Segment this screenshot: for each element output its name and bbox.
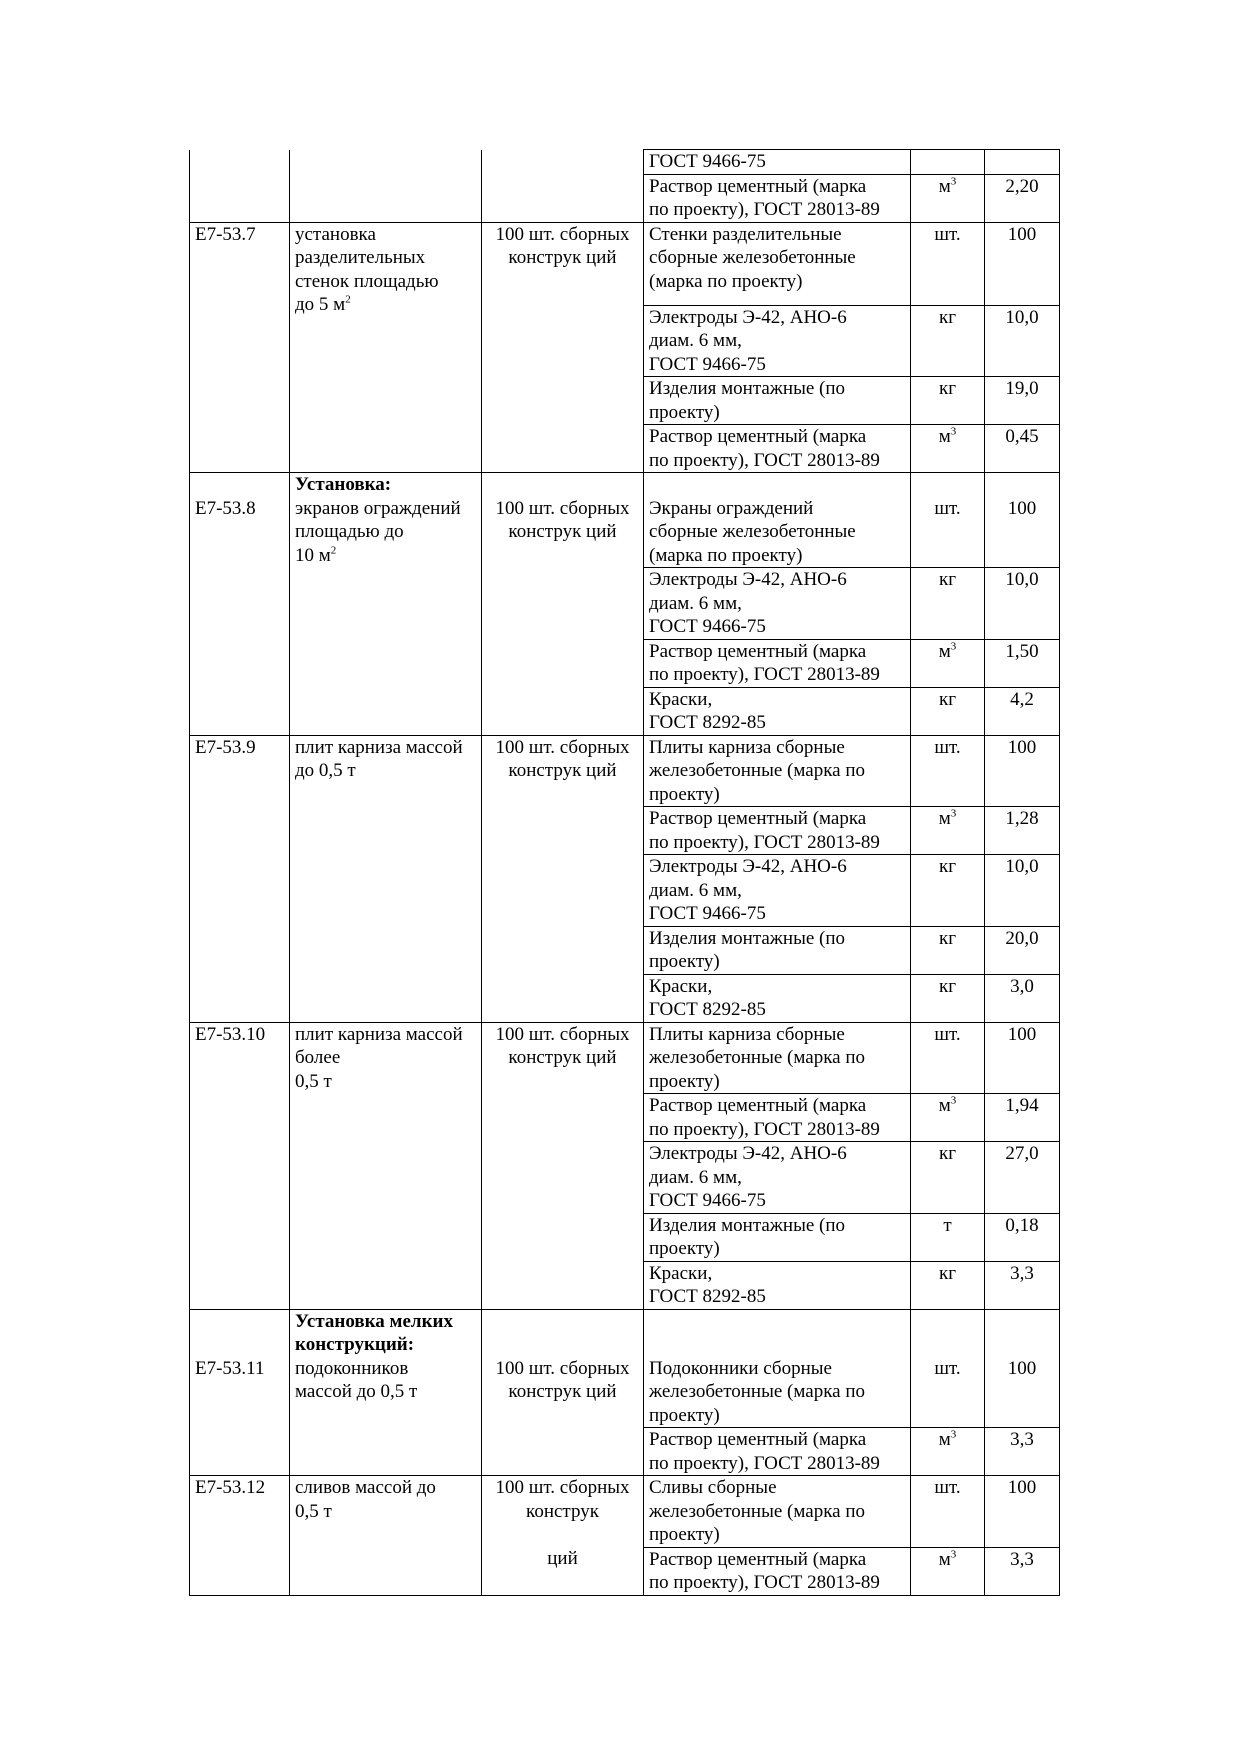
norm-code: Е7-53.11 [190, 1309, 290, 1476]
resource-unit: кг [911, 974, 985, 1022]
resource-name: Раствор цементный (марка по проекту), ГОСТ 28013-89 [644, 639, 911, 687]
resource-name: Раствор цементный (марка по проекту), ГОСТ 28013-89 [644, 1547, 911, 1595]
resource-qty: 27,0 [985, 1142, 1060, 1214]
table-row [190, 1309, 1060, 1428]
resource-qty: 1,28 [985, 807, 1060, 855]
norms-table [189, 149, 1060, 1596]
norm-name: плит карниза массой до 0,5 т [290, 735, 482, 1022]
table-row [190, 1476, 1060, 1548]
resource-name: Краски, ГОСТ 8292-85 [644, 1261, 911, 1309]
resource-name: ГОСТ 9466-75 [644, 150, 911, 175]
resource-unit: шт. [911, 735, 985, 807]
table-row [190, 222, 1060, 305]
resource-qty: 0,45 [985, 425, 1060, 473]
resource-unit [911, 150, 985, 175]
resource-unit: кг [911, 1261, 985, 1309]
resource-qty: 10,0 [985, 305, 1060, 377]
norm-unit: 100 шт. сборных конструк ций [482, 735, 644, 1022]
norm-unit: 100 шт. сборных конструк ций [482, 1022, 644, 1309]
resource-unit: шт. [911, 473, 985, 568]
resource-qty: 100 [985, 1309, 1060, 1428]
resource-qty: 20,0 [985, 926, 1060, 974]
resource-unit: кг [911, 926, 985, 974]
resource-name: Изделия монтажные (по проекту) [644, 1213, 911, 1261]
resource-qty: 1,50 [985, 639, 1060, 687]
norm-unit: ций [482, 1547, 644, 1595]
resource-qty: 0,18 [985, 1213, 1060, 1261]
resource-name: Раствор цементный (марка по проекту), ГОСТ 28013-89 [644, 425, 911, 473]
resource-unit: шт. [911, 222, 985, 305]
resource-unit: $м^3$ [911, 807, 985, 855]
resource-qty: 100 [985, 222, 1060, 305]
resource-name: Электроды Э-42, АНО-6 диам. 6 мм, ГОСТ 9466-75 [644, 305, 911, 377]
resource-unit: $м^3$ [911, 639, 985, 687]
resource-unit: $м^3$ [911, 425, 985, 473]
norm-code: Е7-53.12 [190, 1476, 290, 1548]
resource-unit: кг [911, 305, 985, 377]
resource-unit: $м^3$ [911, 174, 985, 222]
resource-qty [985, 150, 1060, 175]
resource-name: Изделия монтажные (по проекту) [644, 377, 911, 425]
resource-name: Плиты карниза сборные железобетонные (марка по проекту) [644, 735, 911, 807]
resource-qty: 3,3 [985, 1428, 1060, 1476]
norm-code: Е7-53.9 [190, 735, 290, 1022]
resource-unit: кг [911, 377, 985, 425]
resource-unit: кг [911, 1142, 985, 1214]
resource-name: Подоконники сборные железобетонные (марка по проекту) [644, 1309, 911, 1428]
section-heading: Установка мелких [295, 1310, 453, 1332]
resource-unit: $м^3$ [911, 1428, 985, 1476]
resource-qty: 19,0 [985, 377, 1060, 425]
table-row [190, 150, 1060, 175]
resource-unit: шт. [911, 1022, 985, 1094]
resource-unit: кг [911, 568, 985, 640]
norm-name: Установка мелких конструкций: подоконников массой до 0,5 т [290, 1309, 482, 1476]
section-heading: конструкций: [295, 1334, 415, 1355]
resource-unit: шт. [911, 1309, 985, 1428]
norm-code: Е7-53.10 [190, 1022, 290, 1309]
resource-name: Электроды Э-42, АНО-6 диам. 6 мм, ГОСТ 9466-75 [644, 855, 911, 927]
resource-unit: кг [911, 855, 985, 927]
resource-name: Сливы сборные железобетонные (марка по проекту) [644, 1476, 911, 1548]
table-row [190, 735, 1060, 807]
resource-name: Раствор цементный (марка по проекту), ГОСТ 28013-89 [644, 1428, 911, 1476]
norm-unit: 100 шт. сборных конструк ций [482, 1309, 644, 1476]
norm-unit: 100 шт. сборных конструк ций [482, 473, 644, 736]
resource-name: Раствор цементный (марка по проекту), ГОСТ 28013-89 [644, 1094, 911, 1142]
table-row [190, 174, 1060, 222]
resource-qty: 10,0 [985, 855, 1060, 927]
table-row [190, 1022, 1060, 1094]
resource-name: Электроды Э-42, АНО-6 диам. 6 мм, ГОСТ 9466-75 [644, 1142, 911, 1214]
resource-name: Раствор цементный (марка по проекту), ГОСТ 28013-89 [644, 807, 911, 855]
resource-qty: 100 [985, 1476, 1060, 1548]
resource-unit: т [911, 1213, 985, 1261]
resource-name: Изделия монтажные (по проекту) [644, 926, 911, 974]
resource-qty: 100 [985, 735, 1060, 807]
resource-name: Краски, ГОСТ 8292-85 [644, 974, 911, 1022]
norm-name: Установка: экранов ограждений площадью до 10 $м^2$ [290, 473, 482, 736]
norm-code: Е7-53.8 [190, 473, 290, 736]
resource-name: Краски, ГОСТ 8292-85 [644, 687, 911, 735]
resource-name: Плиты карниза сборные железобетонные (марка по проекту) [644, 1022, 911, 1094]
resource-unit: кг [911, 687, 985, 735]
resource-name: Раствор цементный (марка по проекту), ГОСТ 28013-89 [644, 174, 911, 222]
resource-name: Электроды Э-42, АНО-6 диам. 6 мм, ГОСТ 9466-75 [644, 568, 911, 640]
resource-qty: 4,2 [985, 687, 1060, 735]
section-heading: Установка: [295, 474, 392, 495]
resource-qty: 100 [985, 1022, 1060, 1094]
norm-name: плит карниза массой более 0,5 т [290, 1022, 482, 1309]
resource-name: Стенки разделительные сборные железобетонные (марка по проекту) [644, 222, 911, 305]
resource-qty: 3,0 [985, 974, 1060, 1022]
resource-qty: 1,94 [985, 1094, 1060, 1142]
resource-qty: 3,3 [985, 1547, 1060, 1595]
resource-unit: шт. [911, 1476, 985, 1548]
norm-unit: 100 шт. сборных конструк ций [482, 222, 644, 473]
resource-qty: 100 [985, 473, 1060, 568]
table-row [190, 473, 1060, 568]
resource-unit: $м^3$ [911, 1094, 985, 1142]
table-row [190, 1547, 1060, 1595]
norms-table-page [189, 149, 1059, 1596]
resource-qty: 3,3 [985, 1261, 1060, 1309]
resource-unit: $м^3$ [911, 1547, 985, 1595]
resource-qty: 10,0 [985, 568, 1060, 640]
resource-name: Экраны ограждений сборные железобетонные (марка по проекту) [644, 473, 911, 568]
resource-qty: 2,20 [985, 174, 1060, 222]
norm-name: сливов массой до 0,5 т [290, 1476, 482, 1548]
norm-unit: 100 шт. сборных конструк [482, 1476, 644, 1548]
norm-code: Е7-53.7 [190, 222, 290, 473]
norm-name: установка разделительных стенок площадью до 5 $м^2$ [290, 222, 482, 473]
